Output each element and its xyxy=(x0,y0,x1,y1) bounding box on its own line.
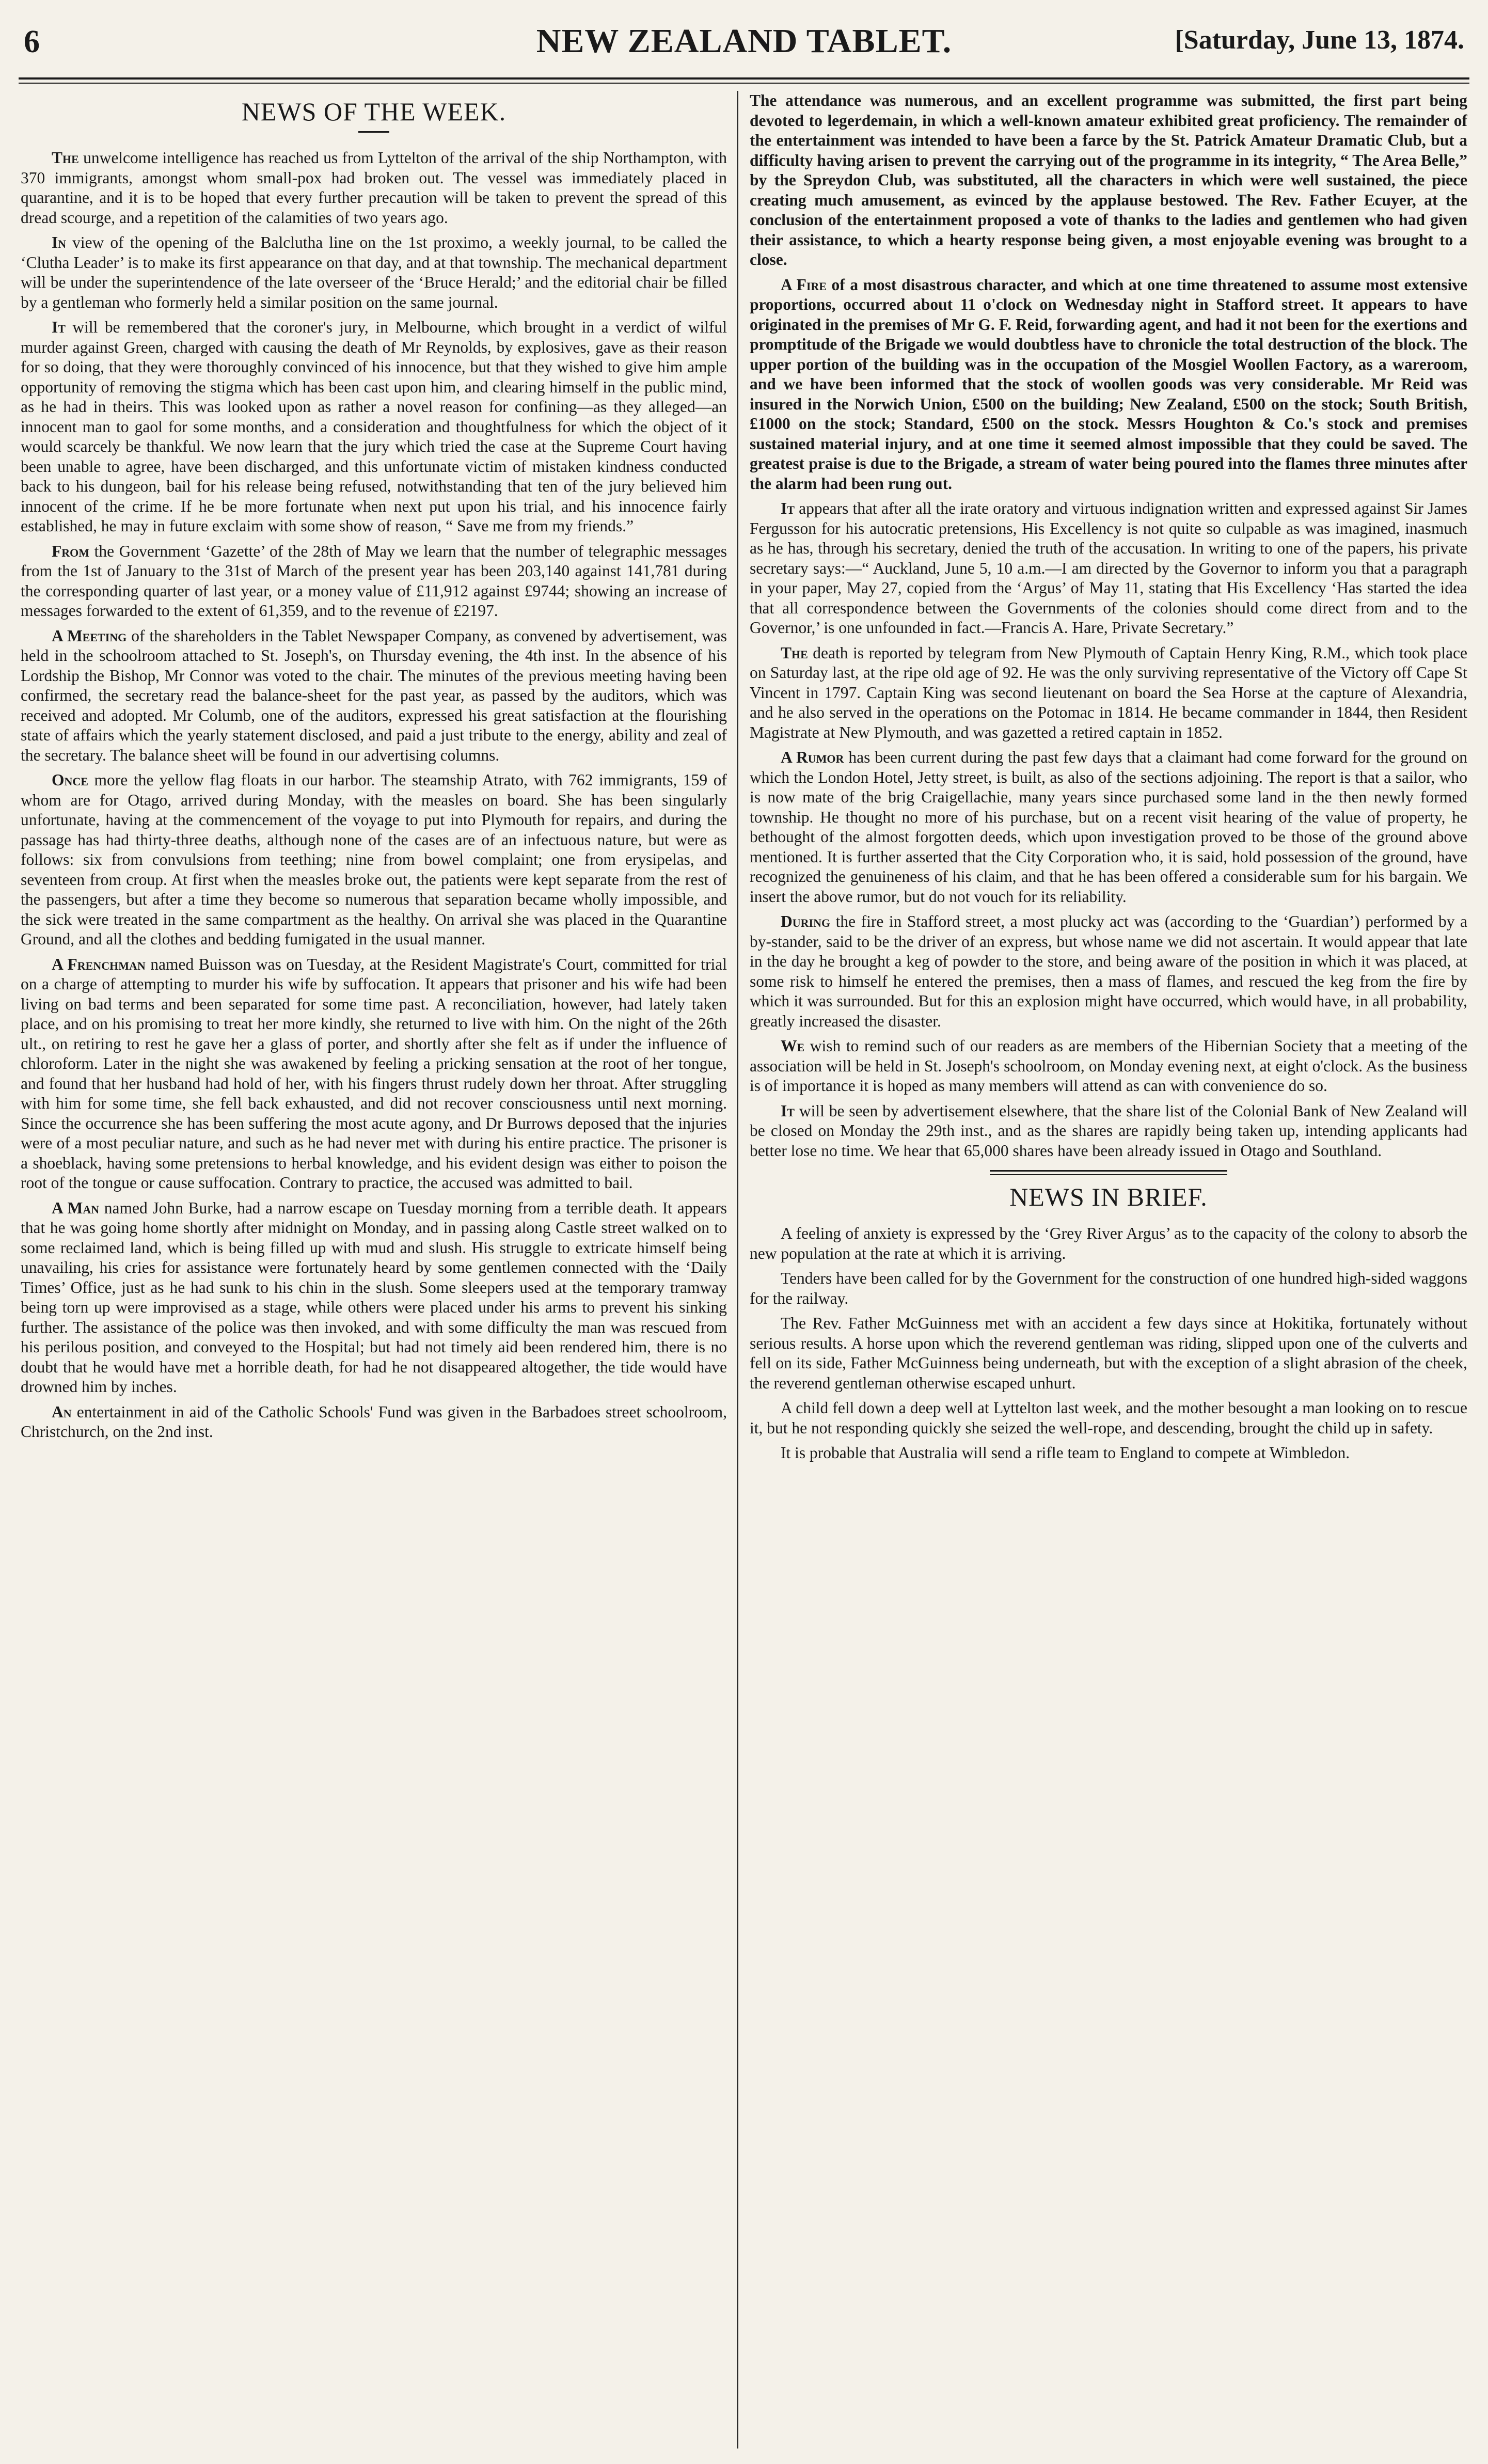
paragraph-text: wish to remind such of our readers as are members of the Hibernian Society that a meeting of the association will be held in St. Joseph's schoolroom, on Monday evening next, at eight o'clock. As the business is of importance it is hoped as many members will attend as can with convenience do so. xyxy=(750,1037,1467,1095)
article-paragraph xyxy=(21,318,727,536)
header-rule-thin xyxy=(19,83,1469,84)
paragraph-lead-word: A Rumor xyxy=(781,748,844,766)
paragraph-lead-word: It xyxy=(52,318,66,336)
article-paragraph xyxy=(21,1402,727,1442)
paragraph-text: of a most disastrous character, and which at one time threatened to assume most extensive proportions, occurred about 11 o'clock on Wednesday night in Stafford street. It appears to have originated in the premises of Mr G. F. Reid, forwarding agent, and had it not been for the exertions and promptitude of the Brigade we would doubtless have to chronicle the total destruction of the block. The upper portion of the building was in the occupation of the Mosgiel Woollen Factory, as a wareroom, and we have been informed that the stock of woollen goods was very considerable. Mr Reid was insured in the Norwich Union, £500 on the building; New Zealand, £500 on the stock; South British, £1000 on the stock; Standard, £500 on the stock. Messrs Houghton & Co.'s stock and premises sustained material injury, and at one time it seemed almost impossible that they could be saved. The greatest praise is due to the Brigade, a stream of water being poured into the flames three minutes after the alarm had been rung out. xyxy=(750,275,1467,493)
brief-item: Tenders have been called for by the Government for the construction of one hundred high-sided waggons for the railway. xyxy=(750,1269,1467,1307)
article-paragraph xyxy=(750,912,1467,1031)
paragraph-lead-word: The xyxy=(781,643,808,662)
paragraph-text: unwelcome intelligence has reached us from Lyttelton of the arrival of the ship Northampton, with 370 immigrants, amongst whom small-pox had broken out. The vessel was immediately placed in quarantine, and it is to be hoped that every further precaution will be taken to prevent the spread of this dread scourge, and a repetition of the calamities of two years ago. xyxy=(21,149,727,227)
paragraph-lead-word: It xyxy=(781,499,795,517)
news-in-brief-heading: NEWS IN BRIEF. xyxy=(1009,1182,1208,1211)
paragraph-lead-word: Once xyxy=(52,771,88,789)
paragraph-lead-word: An xyxy=(52,1402,72,1421)
header-rule xyxy=(19,77,1469,80)
paragraph-text: more the yellow flag floats in our harbor. The steamship Atrato, with 762 immigrants, 159 of whom are for Otago, arrived during Monday, with the measles on board. She has been singularly unfortunate, having at the commencement of the voyage to put into Plymouth for repairs, and during the passage has had thirty-three deaths, although none of the cases are of an infectuous nature, but were as follows: six from convulsions from teething; nine from bowel complaint; one from erysipelas, and seventeen from croup. At first when the measles broke out, the patients were kept separate from the rest of the passengers, but after a time they become so numerous that separation became wholly impossible, and the sick were treated in the same compartment as the healthy. On arrival she was placed in the Quarantine Ground, and all the clothes and bedding fumigated in the usual manner. xyxy=(21,771,727,948)
paragraph-text: named John Burke, had a narrow escape on Tuesday morning from a terrible death. It appears that he was going home shortly after midnight on Monday, and in passing along Castle street walked on to some reclaimed land, which is being filled up with mud and slush. His struggle to extricate himself being unavailing, his cries for assistance were fortunately heard by some gentlemen connected with the ‘Daily Times’ Office, just as he had sunk to his chin in the slush. Some sleepers used at the temporary tramway being torn up were improvised as a stage, while others were placed under his arms to prevent his sinking further. The assistance of the police was then invoked, and with some difficulty the man was rescued from his perilous position, and conveyed to the Hospital; but had not timely aid been rendered him, there is no doubt that he would have met a horrible death, for had he not disappeared altogether, the tide would have drowned him by inches. xyxy=(21,1198,727,1396)
article-paragraph xyxy=(21,955,727,1193)
article-paragraph xyxy=(750,748,1467,907)
page-header xyxy=(19,22,1469,78)
paragraph-text: entertainment in aid of the Catholic Schools' Fund was given in the Barbadoes street schoolroom, Christchurch, on the 2nd inst. xyxy=(21,1402,727,1441)
paragraph-text: named Buisson was on Tuesday, at the Resident Magistrate's Court, committed for trial on a charge of attempting to murder his wife by suffocation. It appears that prisoner and his wife had been living on bad terms and been separated for some time past. A reconciliation, however, had lately taken place, and on his promising to treat her more kindly, she returned to live with him. On the night of the 26th ult., on retiring to rest he gave her a glass of porter, and shortly after she felt as if under the influence of chloroform. Later in the night she was awakened by feeling a pricking sensation at the root of her tongue, and found that her husband had hold of her, with his fingers thrust rudely down her throat. After struggling with him for some time, she fell back exhausted, and did not recover consciousness until next morning. Since the occurrence she has been suffering the most acute agony, and Dr Burrows deposed that the injuries were of a most peculiar nature, and such as he had never met with during his entire practice. The prisoner is a shoeblack, having some pretensions to herbal knowledge, and his evident design was either to poison the root of the tongue or cause suffocation. Contrary to practice, the accused was admitted to bail. xyxy=(21,955,727,1192)
brief-item: It is probable that Australia will send a rifle team to England to compete at Wimbledon. xyxy=(781,1444,1350,1462)
article-paragraph xyxy=(21,542,727,621)
paragraph-text: the Government ‘Gazette’ of the 28th of May we learn that the number of telegraphic messages from the 1st of January to the 31st of March of the present year has been 203,140 against 141,781 during the corresponding quarter of last year, or a money value of £11,912 against £9744; showing an increase of messages forwarded to the extent of 61,359, and to the revenue of £2197. xyxy=(21,542,727,620)
column-divider xyxy=(737,91,738,2449)
page-number: 6 xyxy=(24,24,40,59)
masthead-title: NEW ZEALAND TABLET. xyxy=(536,22,952,60)
article-paragraph xyxy=(750,1036,1467,1096)
paragraph-text: view of the opening of the Balclutha line on the 1st proximo, a weekly journal, to be called the ‘Clutha Leader’ is to make its first appearance on that day, and at that township. The mechanical department will be under the superintendence of the late overseer of the ‘Bruce Herald;’ and the editorial chair be filled by a gentleman who formerly held a similar position on the same journal. xyxy=(21,233,727,311)
article-paragraph xyxy=(21,626,727,766)
section-heading: NEWS OF THE WEEK. xyxy=(241,97,506,126)
paragraph-text: the fire in Stafford street, a most plucky act was (according to the ‘Guardian’) performed by a by-stander, said to be the driver of an express, but whose name we did not ascertain. It would appear that late in the day he brought a keg of powder to the store, and being aware of the position in which it was placed, at some risk to himself he entered the premises, then a mass of flames, and rescued the keg from the fire by which it was surrounded. But for this an explosion might have occurred, which would have, in all probability, greatly increased the disaster. xyxy=(750,912,1467,1030)
article-paragraph xyxy=(750,643,1467,743)
left-column xyxy=(21,91,727,2454)
article-paragraph xyxy=(21,148,727,228)
brief-item-list xyxy=(750,1224,1467,1463)
paragraph-text: will be remembered that the coroner's jury, in Melbourne, which brought in a verdict of wilful murder against Green, charged with causing the death of Mr Reynolds, by explosives, gave as their reason for so doing, that they were thoroughly convinced of his innocence, but that they wished to give him ample opportunity of removing the stigma which has been cast upon him, and clearing himself in the public mind, as he had in theirs. This was looked upon as rather a novel reason for confining—as they alleged—an innocent man to gaol for some months, and a consideration and thoughtfulness for which the object of it would scarcely be thankful. We now learn that the jury which tried the case at the Supreme Court having been unable to agree, have been discharged, and this unfortunate victim of mistaken kindness conducted back to his dungeon, bail for his release being refused, notwithstanding that ten of the jury believed him innocent of the crime. If he be more fortunate when next put upon his trial, and his innocence fairly established, he may in future exclaim with some show of reason, “ Save me from my friends.” xyxy=(21,318,727,535)
heading-dash xyxy=(358,131,389,133)
paragraph-text: death is reported by telegram from New Plymouth of Captain Henry King, R.M., which took place on Saturday last, at the ripe old age of 92. He was the only surviving representative of the Victory off Cape St Vincent in 1797. Captain King was second lieutenant on board the Sea Horse at the capture of Alexandria, and he also served in the operations on the Potomac in 1814. He became commander in 1844, then Resident Magistrate at New Plymouth, and was gazetted a retired captain in 1852. xyxy=(750,643,1467,741)
article-paragraph xyxy=(21,233,727,312)
paragraph-lead-word: In xyxy=(52,233,67,251)
paragraph-lead-word: During xyxy=(781,912,831,930)
paragraph-text: appears that after all the irate oratory and virtuous indignation written and expressed against Sir James Fergusson for his autocratic pretensions, His Excellency is not quite so culpable as was imagined, inasmuch as he has, through his secretary, denied the truth of the accusation. In writing to one of the papers, his private secretary says:—“ Auckland, June 5, 10 a.m.—I am directed by the Governor to inform you that a paragraph in your paper, May 27, copied from the ‘Argus’ of May 11, stating that His Excellency ‘Has started the idea that all correspondence between the Governments of the colonies should come direct from and to the Governor,’ is one unfounded in fact.—Francis A. Hare, Private Secretary.” xyxy=(750,499,1467,637)
article-paragraph xyxy=(750,91,1467,270)
article-paragraph xyxy=(750,499,1467,638)
paragraph-lead-word: A Man xyxy=(52,1198,100,1217)
paragraph-lead-word: A Fire xyxy=(781,275,827,294)
paragraph-text: The attendance was numerous, and an excellent programme was submitted, the first part being devoted to legerdemain, in which a well-known amateur exhibited great proficiency. The remainder of the entertainment was intended to have been a farce by the St. Patrick Amateur Dramatic Club, but a difficulty having arisen to prevent the carrying out of the programme in its integrity, “ The Area Belle,” by the Spreydon Club, was substituted, all the characters in which were well sustained, the piece creating much amusement, as evinced by the applause bestowed. The Rev. Father Ecuyer, at the conclusion of the entertainment proposed a vote of thanks to the ladies and gentlemen who had given their assistance, to which a hearty response being given, a most enjoyable evening was brought to a close. xyxy=(750,91,1467,268)
article-paragraph xyxy=(750,275,1467,494)
paragraph-text: of the shareholders in the Tablet Newspaper Company, as convened by advertisement, was held in the schoolroom attached to St. Joseph's, on Thursday evening, the 4th inst. In the absence of his Lordship the Bishop, Mr Connor was voted to the chair. The minutes of the previous meeting having been confirmed, the secretary read the balance-sheet for the past year, as passed by the auditors, which was received and adopted. Mr Columb, one of the auditors, expressed his great satisfaction at the flourishing state of affairs which the yearly statement disclosed, and paid a just tribute to the energy, ability and zeal of the secretary. The balance sheet will be found in our advertising columns. xyxy=(21,626,727,764)
left-article-list xyxy=(21,148,727,1442)
paragraph-lead-word: We xyxy=(781,1037,805,1055)
paragraph-lead-word: It xyxy=(781,1101,795,1120)
issue-date: [Saturday, June 13, 1874. xyxy=(1175,25,1464,55)
article-paragraph xyxy=(750,1101,1467,1161)
paragraph-text: has been current during the past few days that a claimant had come forward for the ground on which the London Hotel, Jetty street, is built, as also of the sections adjoining. The report is that a sailor, who is now mate of the brig Craigellachie, many years since purchased some land in the then newly formed township. He thought no more of his purchase, but on a recent visit hearing of the value of property, he bethought of the almost forgotten deeds, which upon investigation proved to be those of the ground above mentioned. It is further asserted that the City Corporation who, it is said, hold possession of the ground, have recognized the genuineness of his claim, and that he has been offered a considerable sum for his bargain. We insert the above rumor, but do not vouch for its reliability. xyxy=(750,748,1467,906)
paragraph-lead-word: A Meeting xyxy=(52,626,127,645)
paragraph-lead-word: From xyxy=(52,542,90,560)
brief-rule-top-thin xyxy=(990,1174,1227,1175)
right-article-list xyxy=(750,91,1467,1161)
article-paragraph xyxy=(21,770,727,950)
paragraph-text: will be seen by advertisement elsewhere, that the share list of the Colonial Bank of New Zealand will be closed on Monday the 29th inst., and as the shares are rapidly being taken up, intending applicants had better lose no time. We hear that 65,000 shares have been already issued in Otago and Southland. xyxy=(750,1101,1467,1160)
brief-item: The Rev. Father McGuinness met with an accident a few days since at Hokitika, fortunately without serious results. A horse upon which the reverend gentleman was riding, slipped upon one of the culverts and fell on its side, Father McGuinness being underneath, but with the exception of a slight abrasion of the cheek, the reverend gentleman otherwise escaped unhurt. xyxy=(750,1314,1467,1392)
brief-item: A child fell down a deep well at Lyttelton last week, and the mother besought a man looking on to rescue it, but he not responding quickly she seized the well-rope, and descending, brought the child up in safety. xyxy=(750,1399,1467,1437)
right-column xyxy=(750,91,1467,2454)
brief-item: A feeling of anxiety is expressed by the ‘Grey River Argus’ as to the capacity of the colony to absorb the new population at the rate at which it is arriving. xyxy=(750,1224,1467,1262)
paragraph-lead-word: A Frenchman xyxy=(52,955,146,973)
paragraph-lead-word: The xyxy=(52,149,79,167)
news-in-brief-heading-block xyxy=(750,1170,1467,1213)
article-paragraph xyxy=(21,1198,727,1397)
brief-rule-top xyxy=(990,1170,1227,1172)
